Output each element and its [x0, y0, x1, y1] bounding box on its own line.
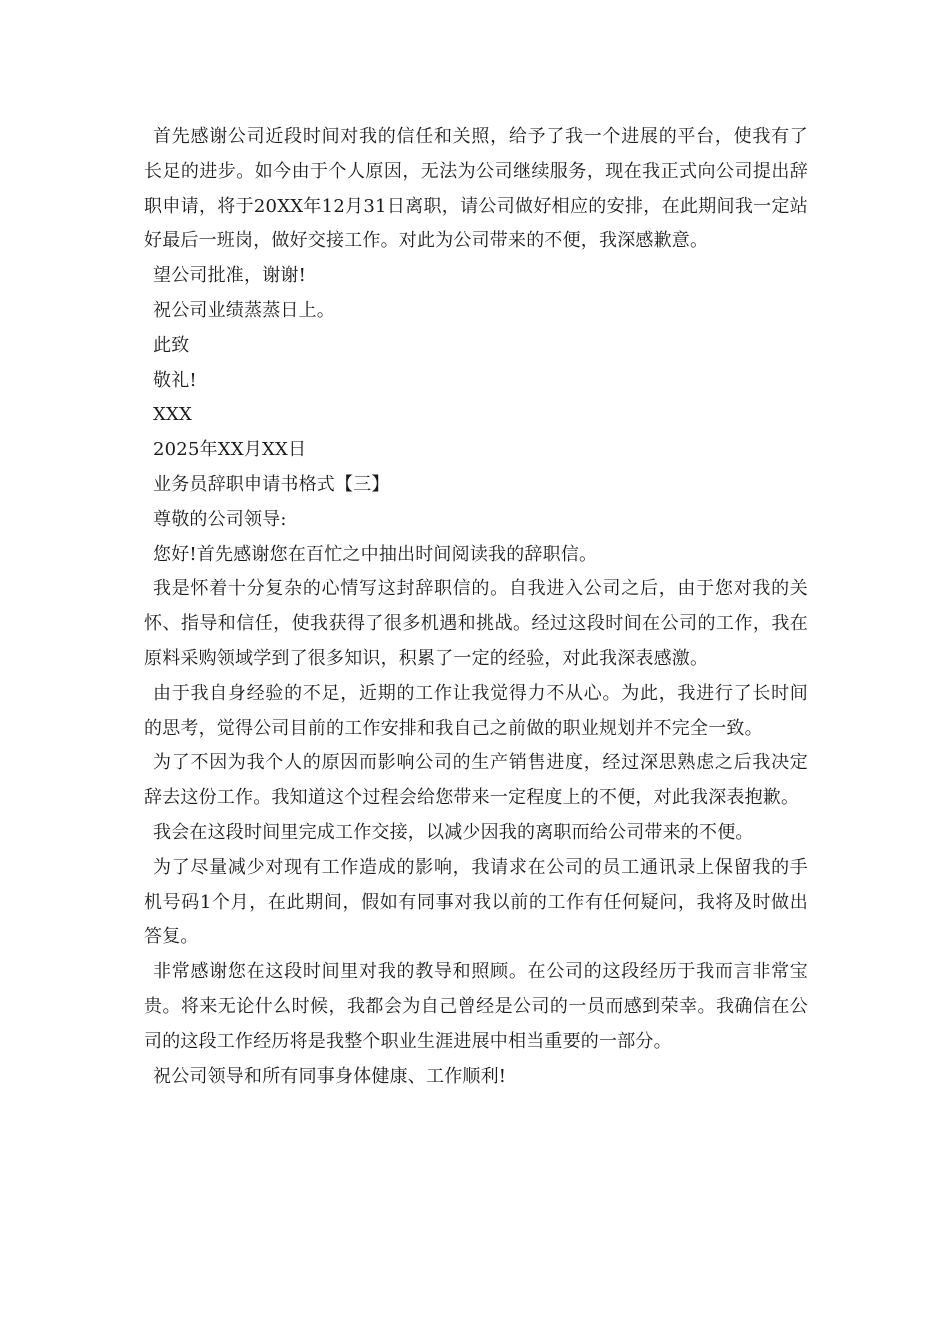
paragraph-wish: 祝公司业绩蒸蒸日上。: [153, 299, 335, 321]
paragraph-handover: 我会在这段时间里完成工作交接，以减少因我的离职而给公司带来的不便。: [153, 821, 754, 843]
closing-cizhi: 此致: [153, 334, 190, 356]
paragraph-feelings: 我是怀着十分复杂的心情写这封辞职信的。自我进入公司之后，由于您对我的关怀、指导和信任，使我获得了很多机遇和挑战。经过这段时间在公司的工作，我在原料采购领域学到了很多知识，积累了一定的经验，对此我深表感激。: [144, 578, 808, 669]
paragraph-greeting: 您好!首先感谢您在百忙之中抽出时间阅读我的辞职信。: [153, 543, 598, 565]
paragraph-thanks-intro: 首先感谢公司近段时间对我的信任和关照，给予了我一个进展的平台，使我有了长足的进步。如今由于个人原因，无法为公司继续服务，现在我正式向公司提出辞职申请，将于20XX年12月31日离职，请公司做好相应的安排，在此期间我一定站好最后一班岗，做好交接工作。对此为公司带来的不便，我深感歉意。: [144, 126, 808, 252]
paragraph-gratitude: 非常感谢您在这段时间里对我的教导和照顾。在公司的这段经历于我而言非常宝贵。将来无论什么时候，我都会为自己曾经是公司的一员而感到荣幸。我确信在公司的这段工作经历将是我整个职业生涯进展中相当重要的一部分。: [144, 961, 808, 1052]
paragraph-reason: 由于我自身经验的不足，近期的工作让我觉得力不从心。为此，我进行了长时间的思考，觉得公司目前的工作安排和我自己之前做的职业规划并不完全一致。: [144, 682, 808, 739]
section-heading: 业务员辞职申请书格式【三】: [153, 473, 390, 495]
paragraph-request-approval: 望公司批准，谢谢!: [153, 265, 307, 287]
document-body: [144, 120, 808, 1094]
paragraph-final-wish: 祝公司领导和所有同事身体健康、工作顺利!: [153, 1065, 507, 1087]
paragraph-contact: 为了尽量减少对现有工作造成的影响，我请求在公司的员工通讯录上保留我的手机号码1个月，在此期间，假如有同事对我以前的工作有任何疑问，我将及时做出答复。: [144, 856, 808, 948]
signature-date: 2025年XX月XX日: [153, 439, 307, 461]
salutation: 尊敬的公司领导:: [153, 508, 287, 530]
closing-jingli: 敬礼!: [153, 369, 197, 391]
paragraph-decision: 为了不因为我个人的原因而影响公司的生产销售进度，经过深思熟虑之后我决定辞去这份工作。我知道这个过程会给您带来一定程度上的不便，对此我深表抱歉。: [144, 752, 808, 809]
signature-name: XXX: [153, 404, 193, 426]
